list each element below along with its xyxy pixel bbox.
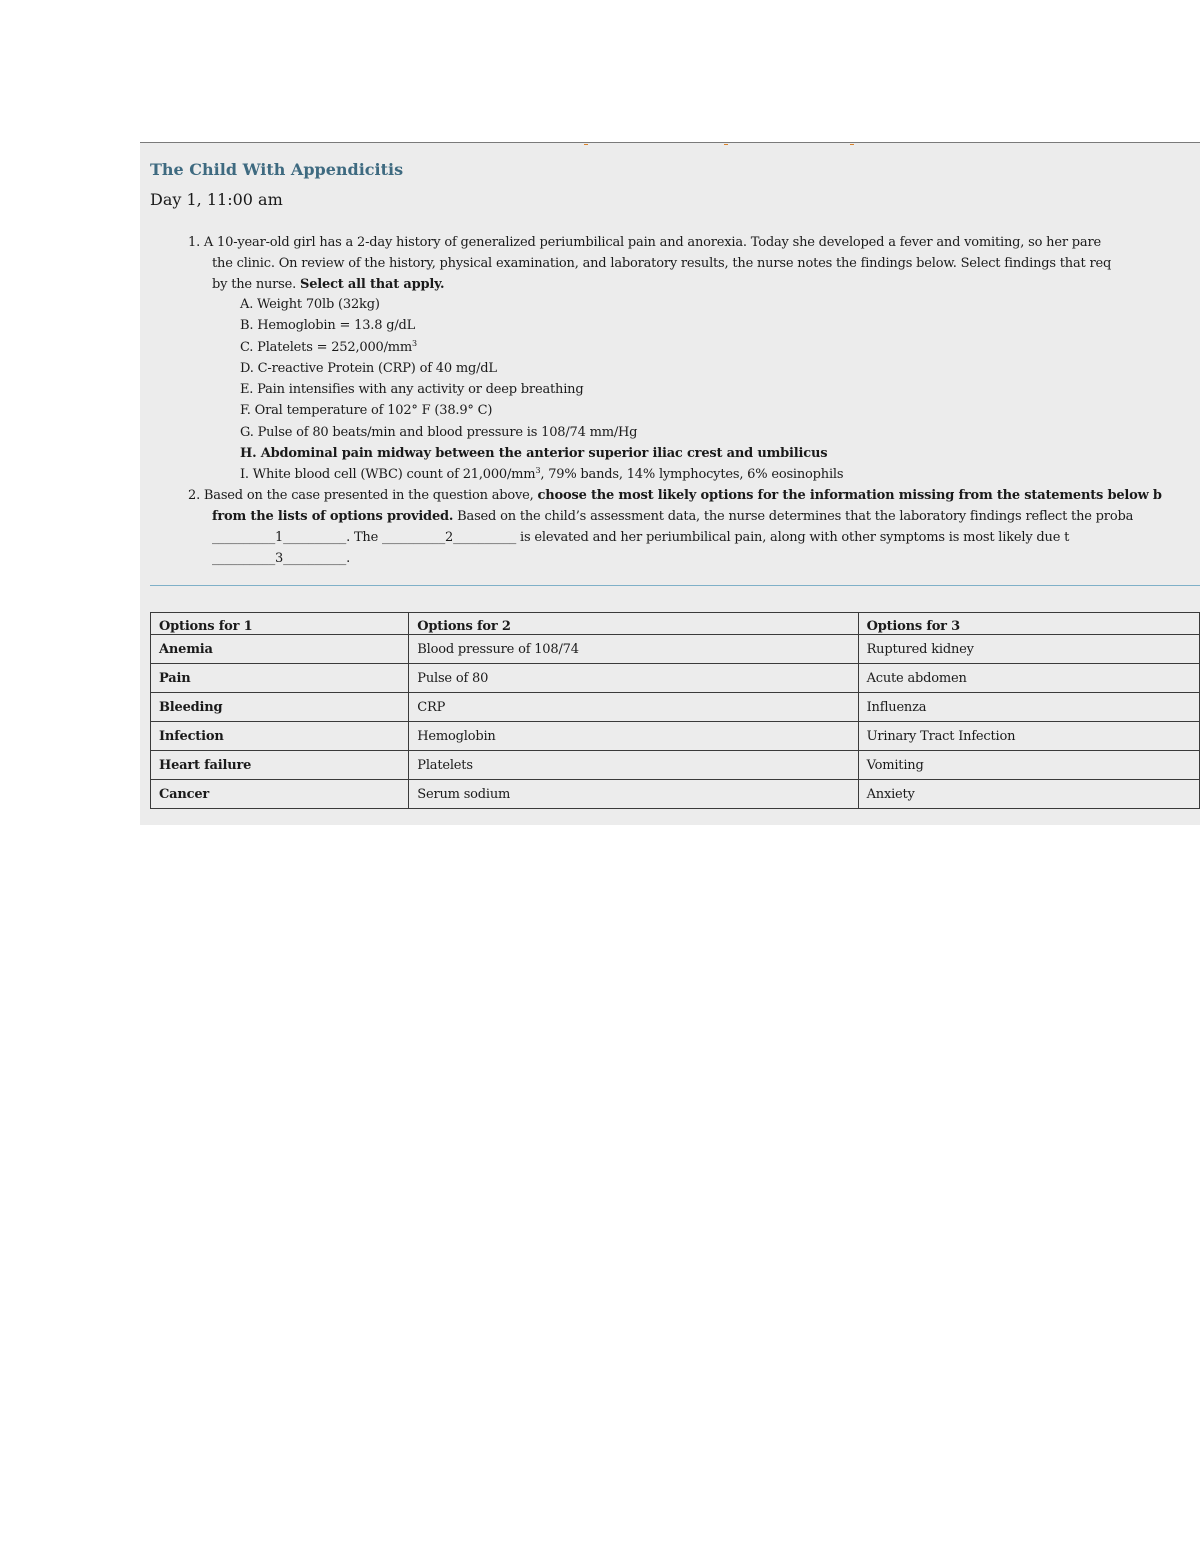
table-cell[interactable]: Heart failure (151, 751, 409, 780)
option-i-text: I. White blood cell (WBC) count of 21,000/mm (240, 467, 536, 483)
header-options-2: Options for 2 (409, 613, 858, 635)
question-2-line-3-text: . The (346, 530, 383, 545)
select-all-instruction: Select all that apply. (300, 277, 445, 292)
superscript: 3 (535, 466, 541, 476)
table-cell[interactable]: Hemoglobin (409, 722, 858, 751)
question-2-line-4 (188, 548, 1162, 569)
option-i-text-cont: , 79% bands, 14% lymphocytes, 6% eosinophils (540, 467, 844, 483)
section-divider (150, 585, 1200, 586)
option-c-text: C. Platelets = 252,000/mm (240, 339, 413, 355)
table-cell[interactable]: Serum sodium (409, 780, 858, 809)
option-f[interactable]: F. Oral temperature of 102° F (38.9° C) (240, 403, 493, 419)
table-cell[interactable]: Cancer (151, 780, 409, 809)
question-1-options (240, 294, 843, 486)
table-header-row (151, 613, 1200, 635)
table-cell[interactable]: Pain (151, 664, 409, 693)
document-panel (140, 142, 1200, 825)
header-accent-marks (580, 142, 880, 144)
question-1-line-1: 1. A 10-year-old girl has a 2-day history of generalized periumbilical pain and anorexia. Today she developed a fever and vomiting, so her pare (188, 235, 1101, 250)
table-cell[interactable]: Anemia (151, 635, 409, 664)
question-2-line-3-text-cont: is elevated and her periumbilical pain, along with other symptoms is most likely due t (516, 530, 1070, 545)
accent-tick (850, 142, 854, 145)
question-1-line-3-text: by the nurse. (212, 277, 301, 292)
table-cell[interactable]: Acute abdomen (858, 664, 1199, 693)
header-options-3: Options for 3 (858, 613, 1199, 635)
table-cell[interactable]: Influenza (858, 693, 1199, 722)
options-table (150, 612, 1200, 809)
table-row (151, 751, 1200, 780)
option-g[interactable]: G. Pulse of 80 beats/min and blood pressure is 108/74 mm/Hg (240, 424, 638, 440)
question-2-line-1-text: 2. Based on the case presented in the question above, (188, 488, 538, 503)
table-row (151, 722, 1200, 751)
question-1 (188, 232, 1111, 295)
option-a[interactable]: A. Weight 70lb (32kg) (240, 297, 380, 312)
table-cell[interactable]: Blood pressure of 108/74 (409, 635, 858, 664)
blank-1[interactable]: __________1__________ (212, 530, 347, 545)
option-d[interactable]: D. C-reactive Protein (CRP) of 40 mg/dL (240, 360, 497, 376)
question-2-line-2-text: Based on the child’s assessment data, the nurse determines that the laboratory findings reflect the proba (453, 509, 1134, 524)
option-c[interactable] (240, 337, 843, 358)
table-row (151, 780, 1200, 809)
blank-3[interactable]: __________3__________ (212, 551, 347, 566)
accent-tick (584, 142, 588, 145)
option-h[interactable]: H. Abdominal pain midway between the anterior superior iliac crest and umbilicus (240, 446, 828, 462)
option-b[interactable]: B. Hemoglobin = 13.8 g/dL (240, 318, 416, 334)
table-cell[interactable]: Infection (151, 722, 409, 751)
table-cell[interactable]: Pulse of 80 (409, 664, 858, 693)
table-cell[interactable]: Anxiety (858, 780, 1199, 809)
accent-tick (724, 142, 728, 145)
question-1-line-3 (188, 274, 1111, 295)
question-1-line-2: the clinic. On review of the history, physical examination, and laboratory results, the nurse notes the findings below. Select findings that req (212, 256, 1112, 271)
question-2-instruction-cont: from the lists of options provided. (212, 509, 454, 524)
table-cell[interactable]: Vomiting (858, 751, 1199, 780)
table-row (151, 635, 1200, 664)
blank-2[interactable]: __________2__________ (382, 530, 517, 545)
page-title: The Child With Appendicitis (150, 160, 404, 179)
table-cell[interactable]: CRP (409, 693, 858, 722)
question-2-line-2 (188, 506, 1162, 527)
option-i[interactable] (240, 464, 843, 485)
question-2 (188, 485, 1162, 569)
header-options-1: Options for 1 (151, 613, 409, 635)
table-cell[interactable]: Urinary Tract Infection (858, 722, 1199, 751)
question-2-line-1 (188, 485, 1162, 506)
question-2-instruction: choose the most likely options for the information missing from the statements below b (537, 488, 1162, 503)
question-2-line-3 (188, 527, 1162, 548)
table-cell[interactable]: Platelets (409, 751, 858, 780)
superscript: 3 (412, 338, 417, 348)
table-cell[interactable]: Ruptured kidney (858, 635, 1199, 664)
question-2-line-4-end: . (346, 551, 351, 566)
page-subtitle: Day 1, 11:00 am (150, 190, 283, 209)
option-e[interactable]: E. Pain intensifies with any activity or deep breathing (240, 382, 584, 398)
table-cell[interactable]: Bleeding (151, 693, 409, 722)
table-row (151, 664, 1200, 693)
table-row (151, 693, 1200, 722)
